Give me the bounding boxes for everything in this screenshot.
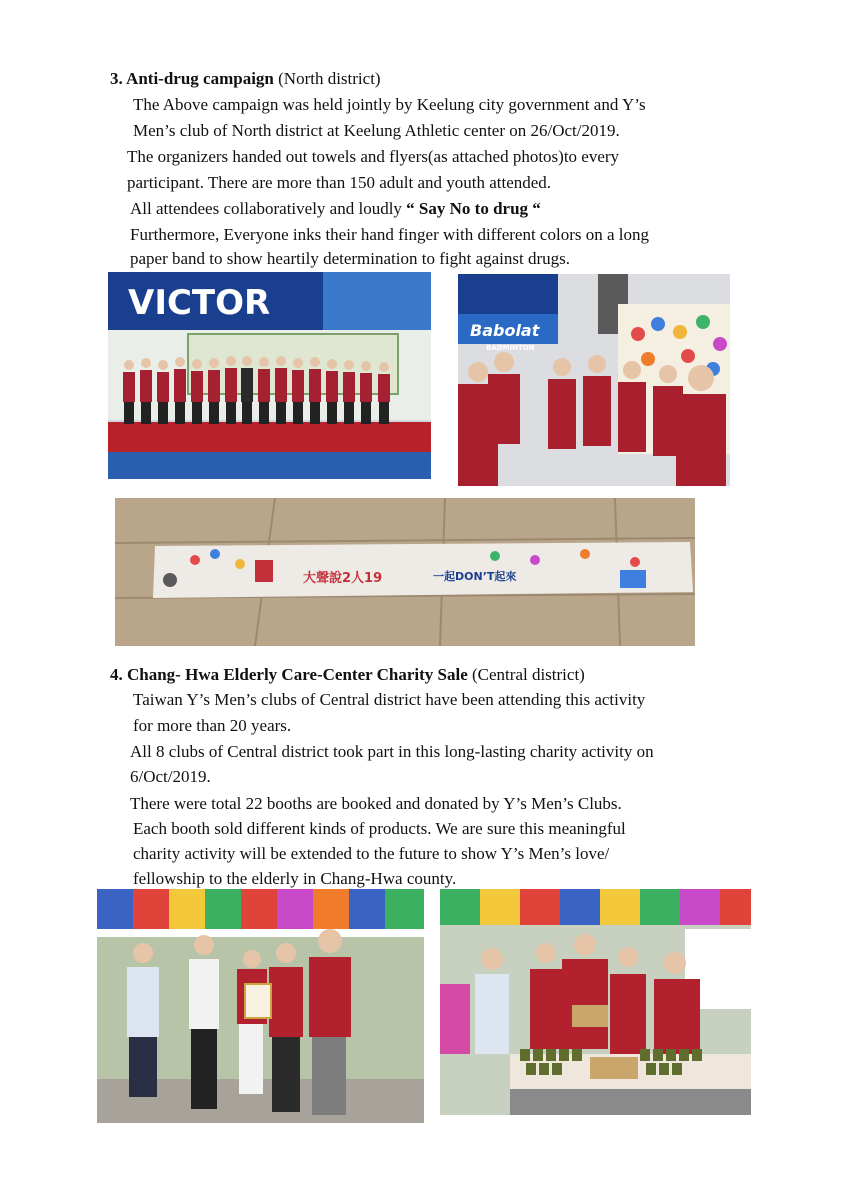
section3-line-5: Furthermore, Everyone inks their hand finger with different colors on a long <box>130 225 649 244</box>
photo-hand-board <box>458 274 730 486</box>
section3-heading-bold: 3. Anti-drug campaign <box>110 69 274 88</box>
section4-line-3: All 8 clubs of Central district took part in this long-lasting charity activity on <box>130 742 654 761</box>
section4-line-8: fellowship to the elderly in Chang-Hwa county. <box>133 869 457 888</box>
photo-certificate <box>97 889 424 1123</box>
section3-say-no-line <box>130 198 541 220</box>
photo-product-booth <box>440 889 751 1115</box>
photo2-sign-text: Babolat <box>470 321 540 340</box>
section3-line-3: The organizers handed out towels and flyers(as attached photos)to every <box>127 147 620 166</box>
section3-heading-district: (North district) <box>273 69 381 88</box>
section3-say-prefix: All attendees collaboratively and loudly <box>130 199 407 218</box>
section3-line-1: The Above campaign was held jointly by Keelung city government and Y’s <box>133 95 646 114</box>
section4-line-4: 6/Oct/2019. <box>130 767 211 786</box>
section3-line-2: Men’s club of North district at Keelung Athletic center on 26/Oct/2019. <box>133 121 620 140</box>
section4-line-7: charity activity will be extended to the future to show Y’s Men’s love/ <box>133 844 610 863</box>
photo-stage-group <box>108 272 431 479</box>
photo-paper-band <box>115 498 695 646</box>
paper-band-slogan-2: 一起DON’T起來 <box>433 570 517 583</box>
photo2-subsign-text: BADMINTON <box>486 344 535 352</box>
section3-line-6: paper band to show heartily determination to fight against drugs. <box>130 249 571 268</box>
section4-line-1: Taiwan Y’s Men’s clubs of Central district have been attending this activity <box>133 690 646 709</box>
section4-heading <box>110 664 585 686</box>
section4-line-2: for more than 20 years. <box>133 716 292 735</box>
section4-line-5: There were total 22 booths are booked and donated by Y’s Men’s Clubs. <box>130 794 622 813</box>
section3-heading <box>110 68 381 90</box>
paper-band-slogan: 大聲說2人19 <box>303 571 383 586</box>
section4-line-6: Each booth sold different kinds of products. We are sure this meaningful <box>133 819 626 838</box>
section4-heading-bold: 4. Chang- Hwa Elderly Care-Center Charity Sale <box>110 665 468 684</box>
photo1-sign-text: VICTOR <box>128 283 271 323</box>
section4-heading-district: (Central district) <box>467 665 585 684</box>
section3-say-bold: “ Say No to drug “ <box>406 199 541 218</box>
section3-line-4: participant. There are more than 150 adult and youth attended. <box>127 173 552 192</box>
